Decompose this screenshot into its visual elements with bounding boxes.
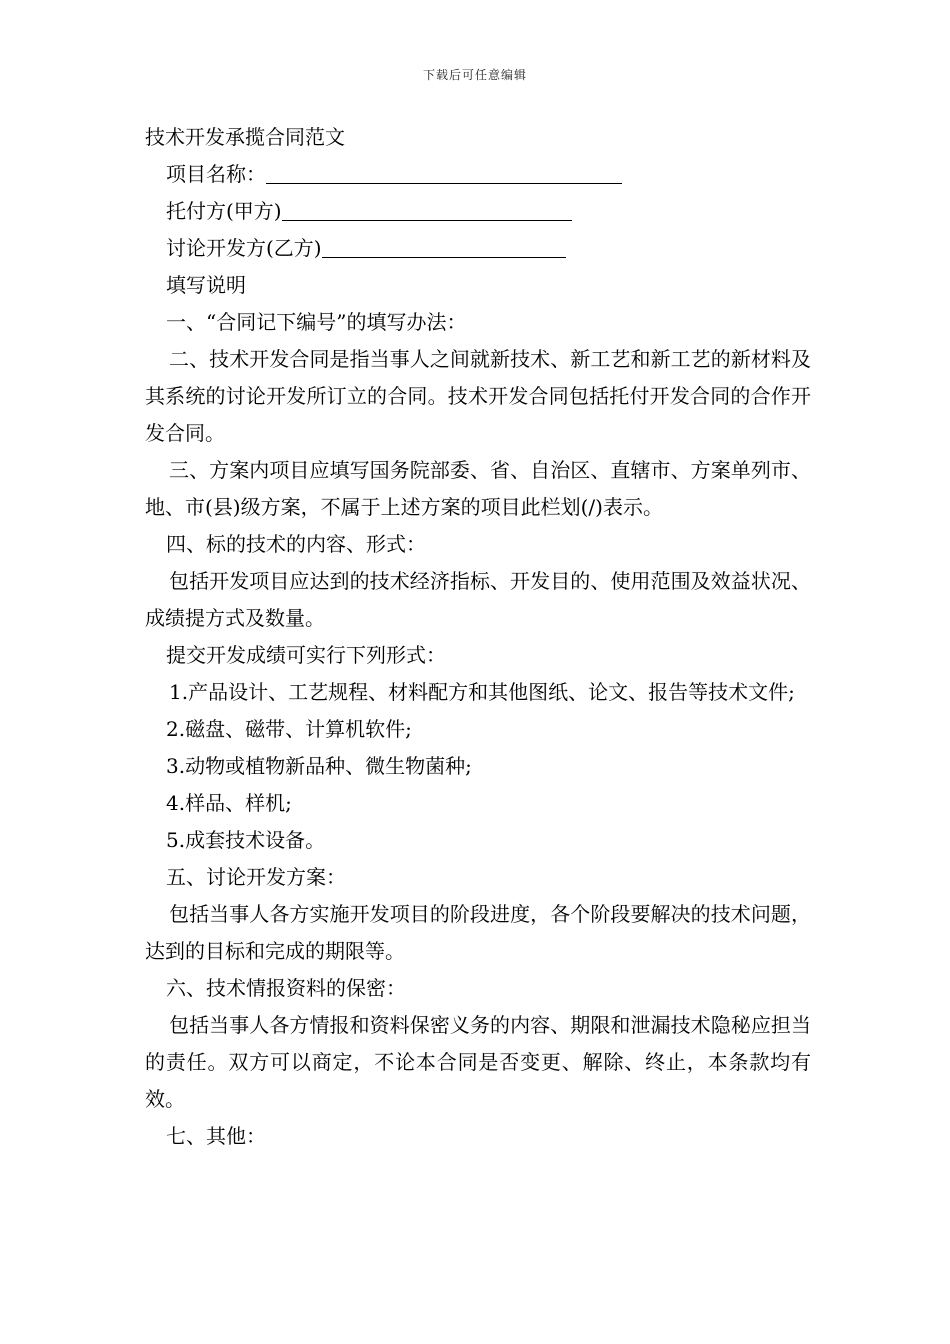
list-item-5: 5.成套技术设备。: [166, 828, 326, 852]
section-4-paragraph: 包括开发项目应达到的技术经济指标、开发目的、使用范围及效益状况、成绩提方式及数量。: [145, 569, 811, 630]
section-5-paragraph: 包括当事人各方实施开发项目的阶段进度，各个阶段要解决的技术问题，达到的目标和完成的期限等。: [145, 902, 811, 963]
section-4-forms: 提交开发成绩可实行下列形式：: [166, 643, 446, 667]
section-6-paragraph: 包括当事人各方情报和资料保密义务的内容、期限和泄漏技术隐秘应担当的责任。双方可以商定，不论本合同是否变更、解除、终止，本条款均有效。: [145, 1013, 811, 1111]
section-2-paragraph: 二、技术开发合同是指当事人之间就新技术、新工艺和新工艺的新材料及其系统的讨论开发所订立的合同。技术开发合同包括托付开发合同的合作开发合同。: [145, 347, 811, 445]
section-5-heading: 五、讨论开发方案：: [166, 865, 346, 889]
field-party-a: [145, 193, 811, 230]
list-item-2: 2.磁盘、磁带、计算机软件;: [166, 717, 412, 741]
page-header: 下载后可任意编辑: [422, 68, 527, 82]
field-label: 讨论开发方(乙方): [166, 236, 322, 260]
section-7-heading: 七、其他：: [166, 1124, 266, 1148]
instructions-title: 填写说明: [166, 273, 246, 297]
section-6-heading: 六、技术情报资料的保密：: [166, 976, 406, 1000]
list-item-4: 4.样品、样机;: [166, 791, 292, 815]
list-item-3: 3.动物或植物新品种、微生物菌种;: [166, 754, 472, 778]
field-project-name: [145, 156, 811, 193]
document-body: [145, 119, 811, 1155]
field-label: 托付方(甲方): [166, 199, 282, 223]
section-3-paragraph: 三、方案内项目应填写国务院部委、省、自治区、直辖市、方案单列市、地、市(县)级方案，不属于上述方案的项目此栏划(/)表示。: [145, 458, 811, 519]
blank-line: [322, 235, 566, 258]
section-4-heading: 四、标的技术的内容、形式：: [166, 532, 426, 556]
field-label: 项目名称：: [166, 162, 266, 186]
list-item-1: 1.产品设计、工艺规程、材料配方和其他图纸、论文、报告等技术文件;: [169, 680, 795, 704]
blank-line: [266, 161, 622, 184]
section-1-heading: 一、“合同记下编号”的填写办法：: [166, 310, 467, 334]
blank-line: [282, 198, 572, 221]
field-party-b: [145, 230, 811, 267]
document-title: 技术开发承揽合同范文: [145, 125, 345, 149]
